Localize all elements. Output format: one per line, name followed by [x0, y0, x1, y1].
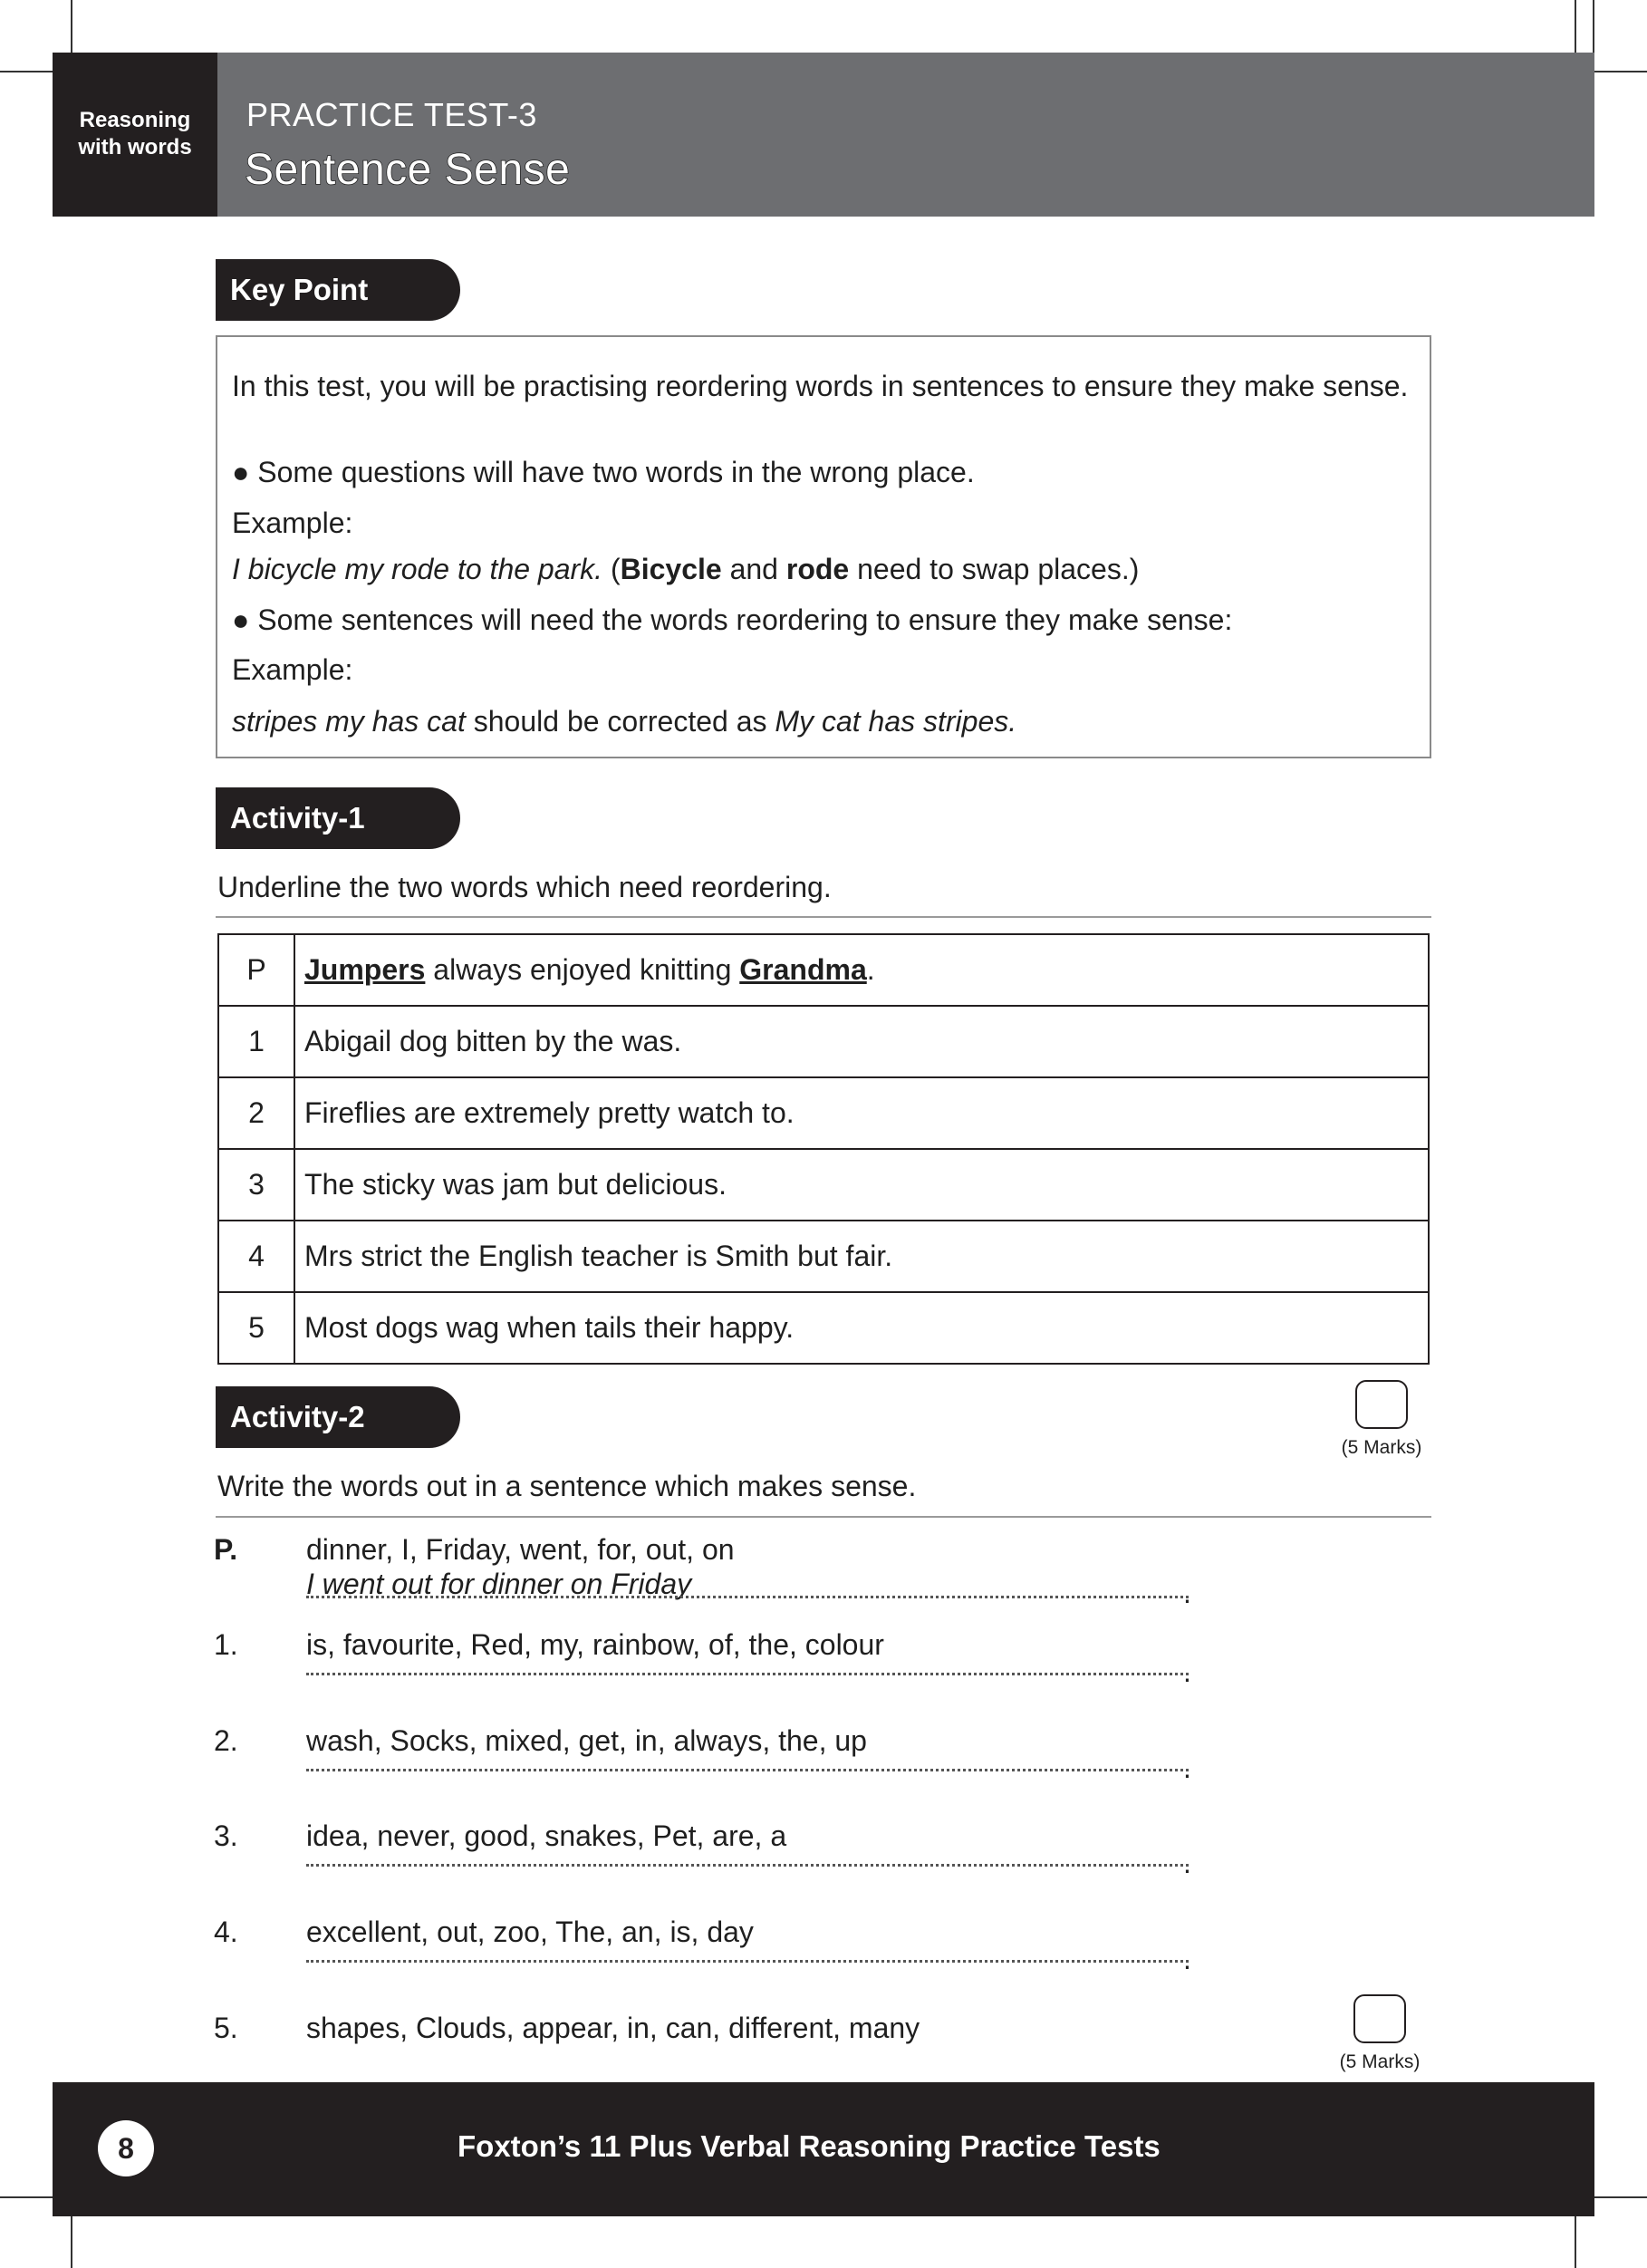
example-1: [232, 551, 1415, 587]
page-number: 8: [98, 2120, 154, 2176]
table-row: [218, 1221, 1429, 1292]
question-1: [214, 1628, 1210, 1710]
crop-mark: [71, 0, 72, 54]
question-number: 5.: [214, 2012, 238, 2044]
example-1-open: (: [602, 553, 621, 585]
answer-end-dot: .: [1183, 1752, 1191, 1784]
key-point-bullet-2: ● Some sentences will need the words reordering to ensure they make sense:: [232, 603, 1233, 636]
activity-2-heading: Activity-2: [216, 1386, 460, 1448]
example-label-2: Example:: [232, 653, 353, 686]
header-banner: [217, 53, 1594, 217]
question-words: is, favourite, Red, my, rainbow, of, the, colour: [306, 1628, 884, 1661]
crop-mark: [0, 2196, 54, 2198]
question-number: 3.: [214, 1819, 238, 1852]
key-point-intro: In this test, you will be practising reordering words in sentences to ensure they make sense.: [232, 370, 1409, 402]
practice-answer: I went out for dinner on Friday: [306, 1568, 692, 1600]
crop-mark: [1593, 0, 1594, 54]
example-2-wrong: stripes my has cat: [232, 705, 466, 738]
example-2-right: My cat has stripes.: [775, 705, 1017, 738]
key-point-bullet-1: ● Some questions will have two words in the wrong place.: [232, 456, 975, 488]
answer-end-dot: .: [1183, 1577, 1191, 1609]
page-title: Sentence Sense: [245, 146, 571, 194]
key-point-heading: Key Point: [216, 259, 460, 321]
question-words: idea, never, good, snakes, Pet, are, a: [306, 1819, 787, 1852]
question-number: 4.: [214, 1916, 238, 1948]
row-text: Most dogs wag when tails their happy.: [294, 1292, 1429, 1364]
book-title: Foxton’s 11 Plus Verbal Reasoning Practice Tests: [458, 2129, 1161, 2163]
activity-1-table: [217, 933, 1430, 1365]
key-point-box: [216, 335, 1431, 758]
answer-line[interactable]: [306, 1959, 1189, 1963]
answer-end-dot: .: [1183, 1847, 1191, 1879]
answer-line[interactable]: [306, 1768, 1189, 1771]
crop-mark: [1594, 2196, 1647, 2198]
answer-line: [306, 1595, 1189, 1598]
practice-question: [214, 1533, 1210, 1615]
header-side-panel: [53, 53, 217, 217]
question-3: [214, 1819, 1210, 1901]
row-number: 4: [218, 1221, 294, 1292]
example-1-word-2: rode: [785, 553, 850, 585]
question-number: P.: [214, 1533, 238, 1566]
activity-2-marks-box[interactable]: [1353, 1994, 1406, 2043]
section-label: [53, 107, 217, 161]
answer-line[interactable]: [306, 1863, 1189, 1867]
table-row: [218, 1292, 1429, 1364]
row-number: 5: [218, 1292, 294, 1364]
divider: [216, 1516, 1431, 1518]
example-1-close: need to swap places.): [849, 553, 1140, 585]
example-1-word-1: Bicycle: [620, 553, 722, 585]
answer-line[interactable]: [306, 1672, 1189, 1675]
activity-1-marks-box[interactable]: [1355, 1380, 1408, 1429]
activity-1-instruction: Underline the two words which need reordering.: [217, 871, 832, 903]
activity-2-instruction: Write the words out in a sentence which makes sense.: [217, 1470, 917, 1502]
question-5: [214, 2012, 1210, 2057]
question-words: shapes, Clouds, appear, in, can, different, many: [306, 2012, 920, 2044]
row-number: 1: [218, 1006, 294, 1077]
table-row: [218, 1006, 1429, 1077]
activity-1-marks-label: (5 Marks): [1341, 1437, 1422, 1458]
crop-mark: [71, 2216, 72, 2268]
table-row: [218, 1077, 1429, 1149]
activity-2-marks-label: (5 Marks): [1339, 2051, 1421, 2072]
test-label: PRACTICE TEST-3: [246, 96, 537, 133]
example-1-and: and: [721, 553, 786, 585]
practice-end: .: [866, 953, 875, 986]
row-text: Fireflies are extremely pretty watch to.: [294, 1077, 1429, 1149]
underlined-word-2: Grandma: [739, 953, 867, 986]
row-text: The sticky was jam but delicious.: [294, 1149, 1429, 1221]
answer-end-dot: .: [1183, 1943, 1191, 1975]
question-2: [214, 1724, 1210, 1806]
row-text: Abigail dog bitten by the was.: [294, 1006, 1429, 1077]
question-words: excellent, out, zoo, The, an, is, day: [306, 1916, 754, 1948]
row-text: [294, 934, 1429, 1006]
underlined-word-1: Jumpers: [304, 953, 426, 986]
section-label-line1: Reasoning: [79, 108, 191, 132]
row-number: P: [218, 934, 294, 1006]
question-words: wash, Socks, mixed, get, in, always, the, up: [306, 1724, 867, 1757]
section-label-line2: with words: [78, 135, 192, 159]
example-2-middle: should be corrected as: [465, 705, 775, 738]
answer-end-dot: .: [1183, 1655, 1191, 1688]
footer-bar: [53, 2082, 1594, 2216]
question-number: 1.: [214, 1628, 238, 1661]
question-words: dinner, I, Friday, went, for, out, on: [306, 1533, 735, 1566]
question-number: 2.: [214, 1724, 238, 1757]
row-number: 2: [218, 1077, 294, 1149]
crop-mark: [1575, 0, 1576, 54]
row-number: 3: [218, 1149, 294, 1221]
crop-mark: [1575, 2216, 1576, 2268]
practice-middle: always enjoyed knitting: [425, 953, 740, 986]
example-1-sentence: I bicycle my rode to the park.: [232, 553, 603, 585]
crop-mark: [0, 71, 54, 72]
question-4: [214, 1916, 1210, 1997]
example-label-1: Example:: [232, 507, 353, 539]
divider: [216, 916, 1431, 918]
table-row: [218, 1149, 1429, 1221]
table-row: [218, 934, 1429, 1006]
activity-1-heading: Activity-1: [216, 787, 460, 849]
example-2: [232, 703, 1415, 739]
crop-mark: [1594, 71, 1647, 72]
row-text: Mrs strict the English teacher is Smith but fair.: [294, 1221, 1429, 1292]
